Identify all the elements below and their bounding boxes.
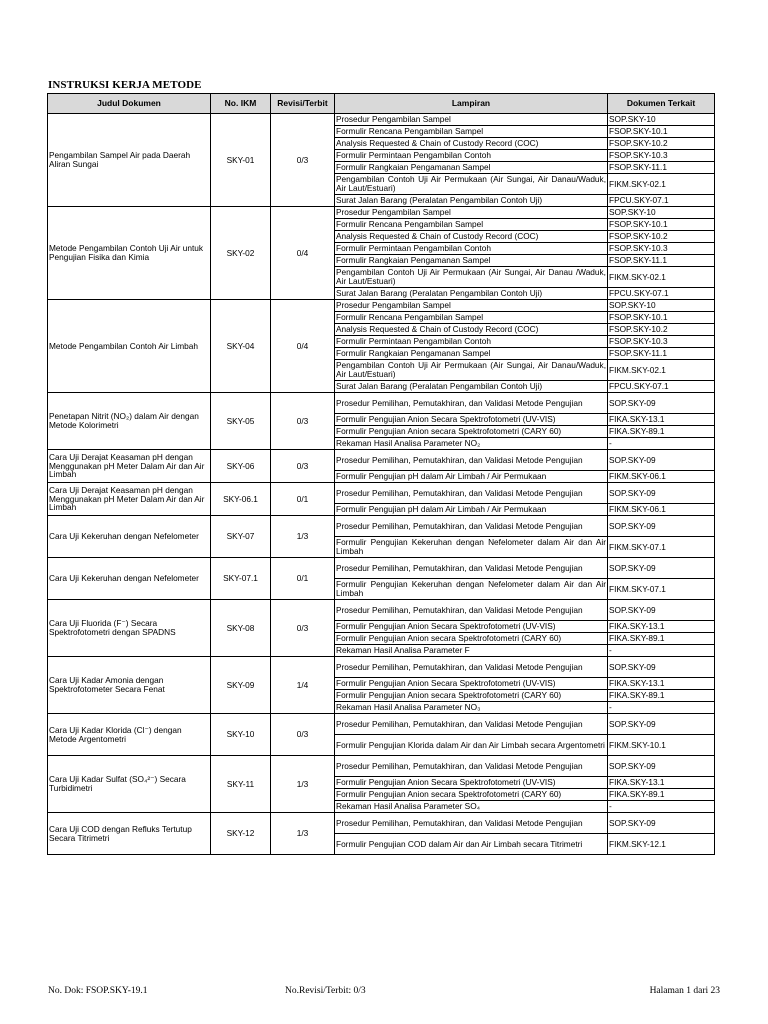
footer-doc-number: No. Dok: FSOP.SKY-19.1 — [48, 986, 148, 996]
related-document-cell: SOP.SKY-09 — [608, 756, 715, 777]
page-title: INSTRUKSI KERJA METODE — [48, 79, 202, 91]
attachment-cell: Analysis Requested & Chain of Custody Record (COC) — [335, 138, 608, 150]
table-row — [48, 558, 715, 579]
revision-cell: 0/1 — [271, 558, 335, 600]
related-document-cell: SOP.SKY-09 — [608, 393, 715, 414]
related-document-cell: SOP.SKY-10 — [608, 207, 715, 219]
document-title-cell: Penetapan Nitrit (NO₂) dalam Air dengan Metode Kolorimetri — [48, 393, 211, 450]
related-document-cell: FIKM.SKY-02.1 — [608, 174, 715, 195]
related-document-cell: SOP.SKY-09 — [608, 450, 715, 471]
attachment-cell: Surat Jalan Barang (Peralatan Pengambilan Contoh Uji) — [335, 381, 608, 393]
related-document-cell: FIKA.SKY-89.1 — [608, 789, 715, 801]
related-document-cell: SOP.SKY-09 — [608, 600, 715, 621]
related-document-cell: FSOP.SKY-10.2 — [608, 138, 715, 150]
attachment-cell: Prosedur Pemilihan, Pemutakhiran, dan Validasi Metode Pengujian — [335, 483, 608, 504]
revision-cell: 0/4 — [271, 300, 335, 393]
table-row — [48, 393, 715, 414]
attachment-cell: Formulir Pengujian Anion Secara Spektrofotometri (UV-VIS) — [335, 621, 608, 633]
related-document-cell: FSOP.SKY-10.3 — [608, 243, 715, 255]
related-document-cell: FIKA.SKY-13.1 — [608, 777, 715, 789]
related-document-cell: SOP.SKY-09 — [608, 558, 715, 579]
attachment-cell: Surat Jalan Barang (Peralatan Pengambilan Contoh Uji) — [335, 195, 608, 207]
revision-cell: 1/3 — [271, 813, 335, 855]
attachment-cell: Formulir Pengujian Anion secara Spektrofotometri (CARY 60) — [335, 690, 608, 702]
related-document-cell: - — [608, 702, 715, 714]
revision-cell: 0/3 — [271, 600, 335, 657]
related-document-cell: FIKM.SKY-12.1 — [608, 834, 715, 855]
related-document-cell: FIKM.SKY-07.1 — [608, 579, 715, 600]
related-document-cell: - — [608, 438, 715, 450]
document-title-cell: Cara Uji Derajat Keasaman pH dengan Menggunakan pH Meter Dalam Air dan Air Limbah — [48, 450, 211, 483]
attachment-cell: Formulir Pengujian Anion secara Spektrofotometri (CARY 60) — [335, 789, 608, 801]
revision-cell: 0/4 — [271, 207, 335, 300]
attachment-cell: Formulir Pengujian Klorida dalam Air dan Air Limbah secara Argentometri — [335, 735, 608, 756]
attachment-cell: Formulir Pengujian COD dalam Air dan Air Limbah secara Titrimetri — [335, 834, 608, 855]
attachment-cell: Pengambilan Contoh Uji Air Permukaan (Air Sungai, Air Danau/Waduk, Air Laut/Estuari) — [336, 174, 606, 193]
attachment-cell: Formulir Permintaan Pengambilan Contoh — [335, 243, 608, 255]
table-row — [48, 300, 715, 312]
related-document-cell: FIKM.SKY-02.1 — [608, 360, 715, 381]
related-document-cell: FIKM.SKY-10.1 — [608, 735, 715, 756]
related-document-cell: FIKA.SKY-89.1 — [608, 690, 715, 702]
related-document-cell: - — [608, 645, 715, 657]
related-document-cell: FIKA.SKY-13.1 — [608, 414, 715, 426]
related-document-cell: SOP.SKY-10 — [608, 114, 715, 126]
revision-cell: 1/3 — [271, 756, 335, 813]
ikm-number-cell: SKY-01 — [211, 114, 271, 207]
document-title-cell: Cara Uji Kekeruhan dengan Nefelometer — [48, 516, 211, 558]
table-row — [48, 756, 715, 777]
document-title-cell: Cara Uji COD dengan Refluks Tertutup Secara Titrimetri — [48, 813, 211, 855]
related-document-cell: FSOP.SKY-11.1 — [608, 255, 715, 267]
attachment-cell: Analysis Requested & Chain of Custody Record (COC) — [335, 231, 608, 243]
attachment-cell: Formulir Permintaan Pengambilan Contoh — [335, 150, 608, 162]
attachment-cell: Prosedur Pemilihan, Pemutakhiran, dan Validasi Metode Pengujian — [335, 393, 608, 414]
attachment-cell: Formulir Rangkaian Pengamanan Sampel — [335, 255, 608, 267]
revision-cell: 0/3 — [271, 714, 335, 756]
related-document-cell: FPCU.SKY-07.1 — [608, 288, 715, 300]
ikm-number-cell: SKY-06.1 — [211, 483, 271, 516]
related-document-cell: SOP.SKY-09 — [608, 657, 715, 678]
header-terkait: Dokumen Terkait — [608, 94, 715, 114]
attachment-cell: Prosedur Pengambilan Sampel — [335, 300, 608, 312]
header-lampiran: Lampiran — [335, 94, 608, 114]
related-document-cell: FPCU.SKY-07.1 — [608, 195, 715, 207]
related-document-cell: FIKM.SKY-06.1 — [608, 504, 715, 516]
related-document-cell: SOP.SKY-09 — [608, 516, 715, 537]
attachment-cell: Rekaman Hasil Analisa Parameter NO₃ — [335, 702, 608, 714]
attachment-cell: Formulir Pengujian pH dalam Air Limbah / Air Permukaan — [335, 504, 608, 516]
attachment-cell: Formulir Pengujian Anion Secara Spektrofotometri (UV-VIS) — [335, 678, 608, 690]
related-document-cell: FIKA.SKY-13.1 — [608, 678, 715, 690]
related-document-cell: FPCU.SKY-07.1 — [608, 381, 715, 393]
table-row — [48, 450, 715, 471]
attachment-cell: Formulir Rencana Pengambilan Sampel — [335, 219, 608, 231]
related-document-cell: SOP.SKY-09 — [608, 714, 715, 735]
document-title-cell: Cara Uji Derajat Keasaman pH dengan Menggunakan pH Meter Dalam Air dan Air Limbah — [48, 483, 211, 516]
attachment-cell: Formulir Pengujian Anion secara Spektrofotometri (CARY 60) — [335, 426, 608, 438]
attachment-cell: Formulir Pengujian Anion secara Spektrofotometri (CARY 60) — [335, 633, 608, 645]
related-document-cell: SOP.SKY-09 — [608, 813, 715, 834]
document-title-cell: Cara Uji Kekeruhan dengan Nefelometer — [48, 558, 211, 600]
table-row — [48, 114, 715, 126]
ikm-number-cell: SKY-05 — [211, 393, 271, 450]
attachment-cell: Pengambilan Contoh Uji Air Permukaan (Air Sungai, Air Danau/Waduk, Air Laut/Estuari) — [336, 360, 606, 379]
related-document-cell: FIKM.SKY-06.1 — [608, 471, 715, 483]
instruction-table — [47, 93, 715, 855]
related-document-cell: FIKM.SKY-07.1 — [608, 537, 715, 558]
ikm-number-cell: SKY-12 — [211, 813, 271, 855]
table-row — [48, 207, 715, 219]
related-document-cell: FIKA.SKY-13.1 — [608, 621, 715, 633]
attachment-cell: Prosedur Pengambilan Sampel — [335, 207, 608, 219]
revision-cell: 0/1 — [271, 483, 335, 516]
related-document-cell: SOP.SKY-09 — [608, 483, 715, 504]
attachment-cell: Prosedur Pemilihan, Pemutakhiran, dan Validasi Metode Pengujian — [335, 813, 608, 834]
attachment-cell: Analysis Requested & Chain of Custody Record (COC) — [335, 324, 608, 336]
related-document-cell: - — [608, 801, 715, 813]
table-row — [48, 657, 715, 678]
table-row — [48, 813, 715, 834]
attachment-cell: Formulir Pengujian Kekeruhan dengan Nefelometer dalam Air dan Air Limbah — [336, 537, 606, 556]
related-document-cell: FSOP.SKY-10.1 — [608, 219, 715, 231]
document-title-cell: Cara Uji Fluorida (F⁻) Secara Spektrofotometri dengan SPADNS — [48, 600, 211, 657]
table-row — [48, 600, 715, 621]
ikm-number-cell: SKY-10 — [211, 714, 271, 756]
ikm-number-cell: SKY-02 — [211, 207, 271, 300]
footer-revision: No.Revisi/Terbit: 0/3 — [285, 986, 366, 996]
related-document-cell: FSOP.SKY-11.1 — [608, 162, 715, 174]
revision-cell: 0/3 — [271, 114, 335, 207]
attachment-cell: Formulir Pengujian Anion Secara Spektrofotometri (UV-VIS) — [335, 414, 608, 426]
ikm-number-cell: SKY-08 — [211, 600, 271, 657]
attachment-cell: Prosedur Pemilihan, Pemutakhiran, dan Validasi Metode Pengujian — [335, 657, 608, 678]
ikm-number-cell: SKY-09 — [211, 657, 271, 714]
revision-cell: 1/3 — [271, 516, 335, 558]
footer-page-number: Halaman 1 dari 23 — [649, 986, 720, 996]
ikm-number-cell: SKY-06 — [211, 450, 271, 483]
header-revisi: Revisi/Terbit — [271, 94, 335, 114]
attachment-cell: Rekaman Hasil Analisa Parameter F — [335, 645, 608, 657]
attachment-cell: Formulir Rangkaian Pengamanan Sampel — [335, 348, 608, 360]
attachment-cell: Formulir Pengujian Anion Secara Spektrofotometri (UV-VIS) — [335, 777, 608, 789]
table-row — [48, 516, 715, 537]
revision-cell: 0/3 — [271, 450, 335, 483]
header-ikm: No. IKM — [211, 94, 271, 114]
related-document-cell: FSOP.SKY-11.1 — [608, 348, 715, 360]
document-title-cell: Cara Uji Kadar Sulfat (SO₄²⁻) Secara Turbidimetri — [48, 756, 211, 813]
attachment-cell: Rekaman Hasil Analisa Parameter SO₄ — [335, 801, 608, 813]
revision-cell: 0/3 — [271, 393, 335, 450]
related-document-cell: FSOP.SKY-10.3 — [608, 336, 715, 348]
document-title-cell: Cara Uji Kadar Amonia dengan Spektrofotometer Secara Fenat — [48, 657, 211, 714]
document-title-cell: Pengambilan Sampel Air pada Daerah Aliran Sungai — [48, 114, 211, 207]
table-header-row — [48, 94, 715, 114]
attachment-cell: Formulir Pengujian Kekeruhan dengan Nefelometer dalam Air dan Air Limbah — [336, 579, 606, 598]
attachment-cell: Prosedur Pemilihan, Pemutakhiran, dan Validasi Metode Pengujian — [335, 714, 608, 735]
attachment-cell: Pengambilan Contoh Uji Air Permukaan (Air Sungai, Air Danau /Waduk, Air Laut/Estuari) — [336, 267, 606, 286]
related-document-cell: FSOP.SKY-10.2 — [608, 324, 715, 336]
related-document-cell: FIKA.SKY-89.1 — [608, 426, 715, 438]
attachment-cell: Prosedur Pemilihan, Pemutakhiran, dan Validasi Metode Pengujian — [335, 516, 608, 537]
document-title-cell: Cara Uji Kadar Klorida (Cl⁻) dengan Metode Argentometri — [48, 714, 211, 756]
document-title-cell: Metode Pengambilan Contoh Uji Air untuk Pengujian Fisika dan Kimia — [48, 207, 211, 300]
attachment-cell: Surat Jalan Barang (Peralatan Pengambilan Contoh Uji) — [335, 288, 608, 300]
table-row — [48, 714, 715, 735]
ikm-number-cell: SKY-07 — [211, 516, 271, 558]
attachment-cell: Formulir Pengujian pH dalam Air Limbah / Air Permukaan — [335, 471, 608, 483]
attachment-cell: Prosedur Pengambilan Sampel — [335, 114, 608, 126]
attachment-cell: Rekaman Hasil Analisa Parameter NO₂ — [335, 438, 608, 450]
attachment-cell: Prosedur Pemilihan, Pemutakhiran, dan Validasi Metode Pengujian — [335, 450, 608, 471]
attachment-cell: Formulir Rencana Pengambilan Sampel — [335, 126, 608, 138]
attachment-cell: Prosedur Pemilihan, Pemutakhiran, dan Validasi Metode Pengujian — [335, 600, 608, 621]
related-document-cell: FIKA.SKY-89.1 — [608, 633, 715, 645]
table-body — [48, 114, 715, 855]
document-title-cell: Metode Pengambilan Contoh Air Limbah — [48, 300, 211, 393]
related-document-cell: SOP.SKY-10 — [608, 300, 715, 312]
attachment-cell: Formulir Rangkaian Pengamanan Sampel — [335, 162, 608, 174]
ikm-number-cell: SKY-07.1 — [211, 558, 271, 600]
attachment-cell: Prosedur Pemilihan, Pemutakhiran, dan Validasi Metode Pengujian — [335, 558, 608, 579]
ikm-number-cell: SKY-04 — [211, 300, 271, 393]
revision-cell: 1/4 — [271, 657, 335, 714]
related-document-cell: FSOP.SKY-10.1 — [608, 312, 715, 324]
table-row — [48, 483, 715, 504]
related-document-cell: FSOP.SKY-10.3 — [608, 150, 715, 162]
header-judul: Judul Dokumen — [48, 94, 211, 114]
related-document-cell: FSOP.SKY-10.1 — [608, 126, 715, 138]
attachment-cell: Formulir Rencana Pengambilan Sampel — [335, 312, 608, 324]
attachment-cell: Formulir Permintaan Pengambilan Contoh — [335, 336, 608, 348]
related-document-cell: FSOP.SKY-10.2 — [608, 231, 715, 243]
attachment-cell: Prosedur Pemilihan, Pemutakhiran, dan Validasi Metode Pengujian — [335, 756, 608, 777]
related-document-cell: FIKM.SKY-02.1 — [608, 267, 715, 288]
ikm-number-cell: SKY-11 — [211, 756, 271, 813]
